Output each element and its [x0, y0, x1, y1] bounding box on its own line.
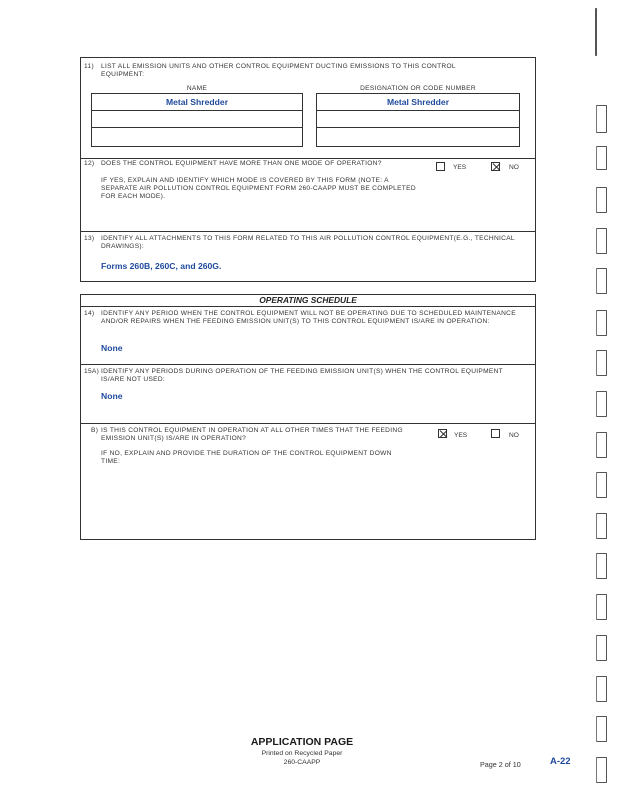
binder-tab [595, 8, 600, 56]
footer-page-number: Page 2 of 10 [480, 760, 521, 769]
q13-question: IDENTIFY ALL ATTACHMENTS TO THIS FORM RELATED TO THIS AIR POLLUTION CONTROL EQUIPMENT(E.G., TECHNICAL DRAWINGS): [101, 235, 515, 251]
q15b-note: IF NO, EXPLAIN AND PROVIDE THE DURATION OF THE CONTROL EQUIPMENT DOWN TIME: [101, 450, 392, 466]
q15b-question: IS THIS CONTROL EQUIPMENT IN OPERATION AT ALL OTHER TIMES THAT THE FEEDING EMISSION UNIT(S) IS/ARE IN OPERATION? [101, 427, 403, 443]
binder-tab [596, 472, 607, 498]
footer-form-code: 260-CAAPP [283, 759, 321, 766]
binder-tab [596, 146, 607, 170]
binder-tab [596, 350, 607, 376]
q13-number: 13) [84, 235, 95, 242]
binder-tab [596, 310, 607, 336]
q12-yes-label: YES [453, 164, 467, 171]
q15b-no-checkbox[interactable] [491, 429, 500, 438]
binder-tabs [594, 0, 618, 800]
q12-no-label: NO [509, 164, 519, 171]
binder-tab [596, 757, 607, 783]
binder-tab [596, 228, 607, 254]
row-divider [316, 127, 520, 128]
q12-question: DOES THE CONTROL EQUIPMENT HAVE MORE THAN ONE MODE OF OPERATION? [101, 160, 382, 167]
row-divider [91, 110, 303, 111]
q13-answer[interactable]: Forms 260B, 260C, and 260G. [101, 261, 222, 271]
footer-printed-note: Printed on Recycled Paper [261, 750, 343, 757]
q15b-number: B) [91, 427, 99, 434]
q11-number: 11) [84, 63, 94, 70]
q12-note: IF YES, EXPLAIN AND IDENTIFY WHICH MODE IS COVERED BY THIS FORM (NOTE: A SEPARATE AIR POLLUTION CONTROL EQUIPMENT FORM 260-CAAPP MUST BE COMPLETED FOR EACH MODE). [101, 177, 416, 201]
q15a-question: IDENTIFY ANY PERIODS DURING OPERATION OF THE FEEDING EMISSION UNIT(S) WHEN THE CONTROL EQUIPMENT IS/ARE NOT USED: [101, 368, 503, 384]
q14-question: IDENTIFY ANY PERIOD WHEN THE CONTROL EQUIPMENT WILL NOT BE OPERATING DUE TO SCHEDULED MAINTENANCE AND/OR REPAIRS WHEN THE FEEDING EMISSION UNIT(S) TO THIS CONTROL EQUIPMENT IS/ARE IN OPERATION: [101, 310, 516, 326]
binder-tab [596, 432, 607, 458]
operating-schedule-box [80, 294, 536, 540]
binder-tab [596, 391, 607, 417]
footer-title: APPLICATION PAGE [250, 736, 354, 748]
divider [80, 158, 536, 159]
divider [80, 364, 536, 365]
emission-unit-name[interactable]: Metal Shredder [165, 97, 229, 107]
q15a-answer[interactable]: None [101, 391, 123, 401]
divider [80, 306, 536, 307]
binder-tab [596, 553, 607, 579]
q15b-yes-label: YES [454, 432, 468, 439]
q15b-no-label: NO [509, 432, 519, 439]
q15b-yes-checkbox[interactable] [438, 429, 447, 438]
name-column-header: NAME [186, 85, 208, 92]
q12-no-checkbox[interactable] [491, 162, 500, 171]
binder-tab [596, 716, 607, 742]
q12-number: 12) [84, 160, 95, 167]
binder-tab [596, 513, 607, 539]
q12-yes-checkbox[interactable] [436, 162, 445, 171]
row-divider [91, 127, 303, 128]
binder-tab [596, 635, 607, 661]
q14-number: 14) [84, 310, 95, 317]
q15a-number: 15A) [84, 368, 100, 375]
divider [80, 423, 536, 424]
row-divider [316, 110, 520, 111]
schedule-heading: OPERATING SCHEDULE [259, 295, 357, 305]
divider [80, 231, 536, 232]
binder-tab [596, 268, 607, 294]
binder-tab [596, 187, 607, 213]
binder-tab [596, 594, 607, 620]
footer-page-ref: A-22 [550, 756, 571, 767]
q11-question: LIST ALL EMISSION UNITS AND OTHER CONTROL EQUIPMENT DUCTING EMISSIONS TO THIS CONTROL EQUIPMENT: [101, 63, 456, 79]
binder-tab [596, 105, 607, 133]
designation-column-header: DESIGNATION OR CODE NUMBER [360, 85, 476, 92]
q14-answer[interactable]: None [101, 343, 123, 353]
emission-unit-designation[interactable]: Metal Shredder [386, 97, 450, 107]
binder-tab [596, 676, 607, 702]
